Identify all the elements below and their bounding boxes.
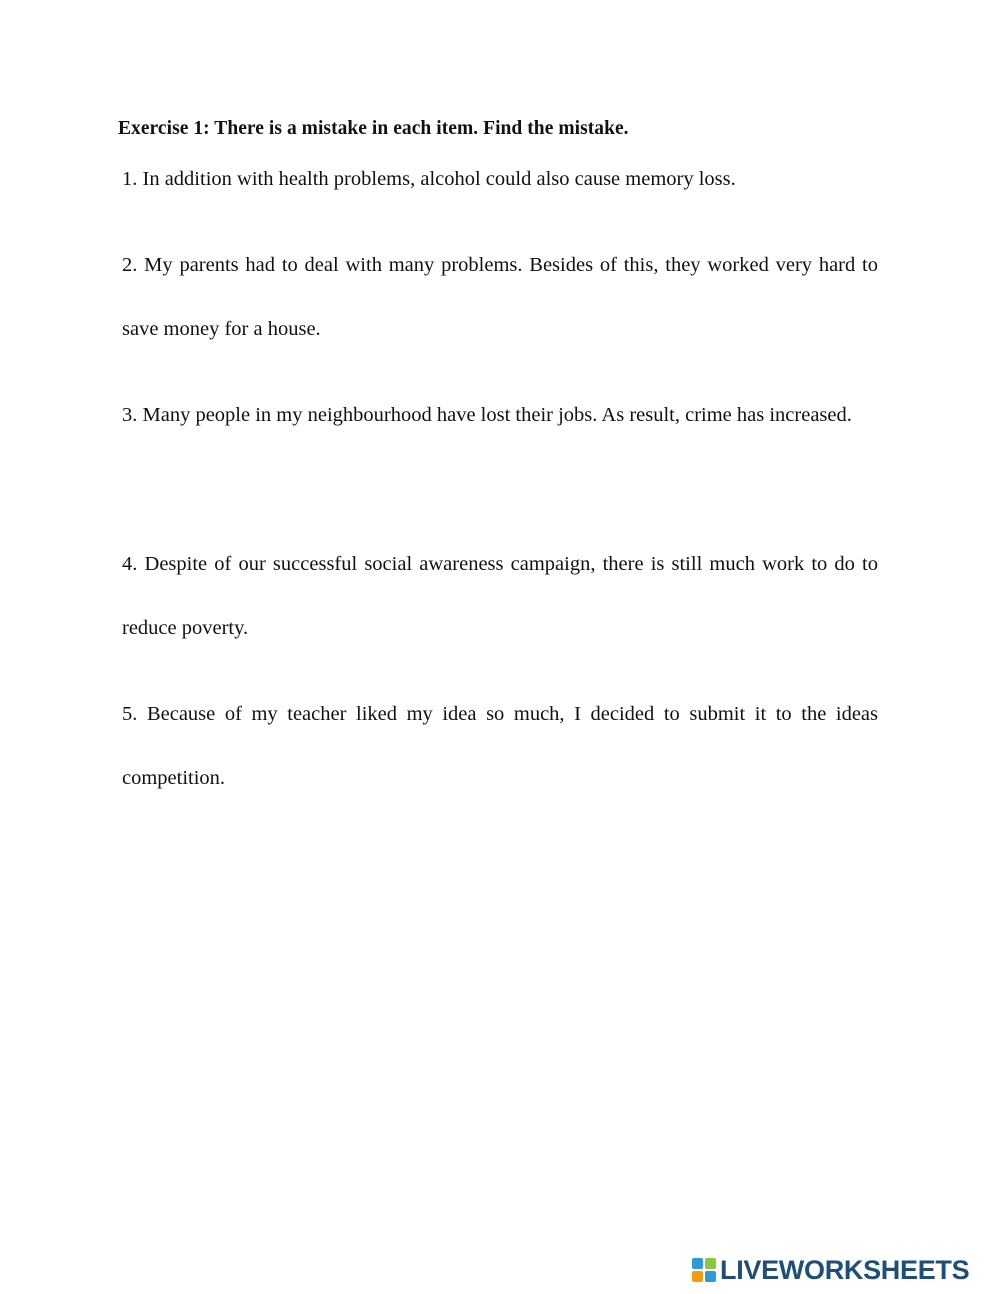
logo-square-icon xyxy=(692,1271,703,1282)
exercise-title: Exercise 1: There is a mistake in each item. Find the mistake. xyxy=(118,118,629,139)
logo-square-icon xyxy=(705,1271,716,1282)
exercise-item: 2. My parents had to deal with many problems. Besides of this, they worked very hard to save money for a house. xyxy=(122,254,878,340)
exercise-item: 5. Because of my teacher liked my idea so much, I decided to submit it to the ideas competition. xyxy=(122,703,878,789)
exercise-item: 3. Many people in my neighbourhood have lost their jobs. As result, crime has increased. xyxy=(122,404,852,426)
liveworksheets-logo xyxy=(692,1256,969,1284)
logo-square-icon xyxy=(692,1258,703,1269)
exercise-item: 4. Despite of our successful social awareness campaign, there is still much work to do to reduce poverty. xyxy=(122,553,878,639)
exercise-item: 1. In addition with health problems, alcohol could also cause memory loss. xyxy=(122,168,736,190)
logo-square-icon xyxy=(705,1258,716,1269)
logo-text: LIVEWORKSHEETS xyxy=(720,1255,970,1285)
liveworksheets-logo-icon xyxy=(692,1258,716,1282)
